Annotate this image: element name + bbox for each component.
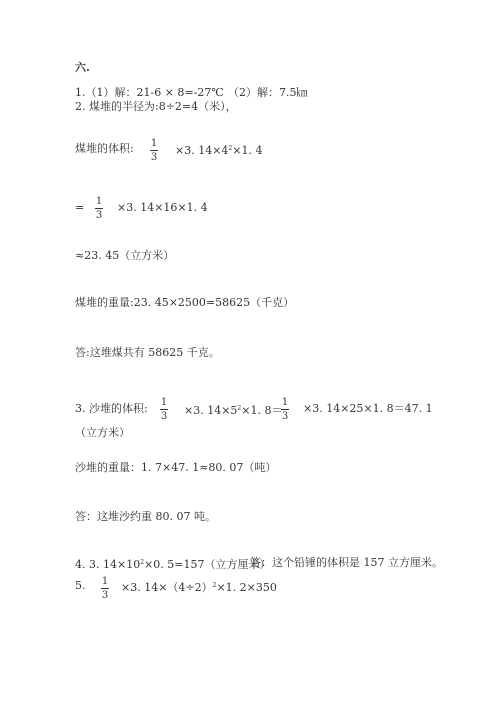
- q5-expression: [121, 579, 277, 595]
- exponent: 2: [237, 405, 242, 412]
- fraction: [101, 576, 109, 601]
- q3-weight: 沙堆的重量：1. 7×47. 1≈80. 07（吨）: [75, 461, 277, 474]
- fraction-bar: [150, 150, 158, 151]
- fraction: [160, 397, 168, 422]
- q3-expression-1: [184, 402, 282, 418]
- fraction: [150, 138, 158, 163]
- q4-calculation: [75, 556, 270, 572]
- q1-part1: 1.（1）解：21-6 × 8=-27℃: [75, 86, 224, 99]
- fraction-numerator: 1: [150, 138, 158, 149]
- fraction-bar: [95, 208, 103, 209]
- q2-equals-expression: ×3. 14×16×1. 4: [117, 201, 208, 214]
- q3-expression-2: ×3. 14×25×1. 8＝47. 1: [303, 402, 433, 415]
- fraction-numerator: 1: [95, 196, 103, 207]
- q5-label: 5.: [75, 579, 86, 592]
- q2-approx-volume: ≈23. 45（立方米）: [75, 249, 175, 262]
- q3-answer: 答：这堆沙约重 80. 07 吨。: [75, 510, 216, 523]
- fraction-denominator: 3: [150, 152, 158, 163]
- expr-part: ×3. 14×4: [175, 144, 229, 157]
- fraction-numerator: 1: [160, 397, 168, 408]
- fraction-bar: [281, 409, 289, 410]
- exponent: 2: [212, 582, 217, 589]
- q3-volume-label: 3. 沙堆的体积:: [75, 402, 148, 415]
- expr-part: ×1. 8＝: [241, 404, 283, 417]
- q2-radius: 2. 煤堆的半径为:8÷2=4（米），: [75, 100, 237, 113]
- fraction-numerator: 1: [281, 397, 289, 408]
- fraction: [95, 196, 103, 221]
- exponent: 2: [228, 145, 233, 152]
- fraction-denominator: 3: [95, 210, 103, 221]
- fraction-numerator: 1: [101, 576, 109, 587]
- q2-equals-sign: =: [75, 201, 85, 214]
- expr-part: ×3. 14×（4÷2）: [121, 581, 213, 594]
- fraction-denominator: 3: [160, 411, 168, 422]
- exponent: 2: [140, 559, 145, 566]
- fraction: [281, 397, 289, 422]
- q3-unit: （立方米）: [75, 426, 130, 439]
- q2-weight: 煤堆的重量:23. 45×2500=58625（千克）: [75, 296, 295, 309]
- fraction-bar: [101, 588, 109, 589]
- section-title: 六.: [75, 61, 90, 74]
- expr-part: ×3. 14×5: [184, 404, 238, 417]
- fraction-denominator: 3: [101, 590, 109, 601]
- q2-volume-label: 煤堆的体积:: [75, 142, 134, 155]
- q4-answer: 答：这个铅锤的体积是 157 立方厘米。: [250, 556, 443, 569]
- q2-volume-expression: [175, 142, 262, 158]
- expr-part: 4. 3. 14×10: [75, 558, 141, 571]
- expr-part: ×1. 4: [232, 144, 263, 157]
- fraction-denominator: 3: [281, 411, 289, 422]
- q1-part2: （2）解：7.5㎞: [228, 86, 308, 99]
- expr-part: ×0. 5=157（立方厘米）: [144, 558, 271, 571]
- fraction-bar: [160, 409, 168, 410]
- expr-part: ×1. 2×350: [216, 581, 277, 594]
- q2-answer: 答:这堆煤共有 58625 千克。: [75, 346, 220, 359]
